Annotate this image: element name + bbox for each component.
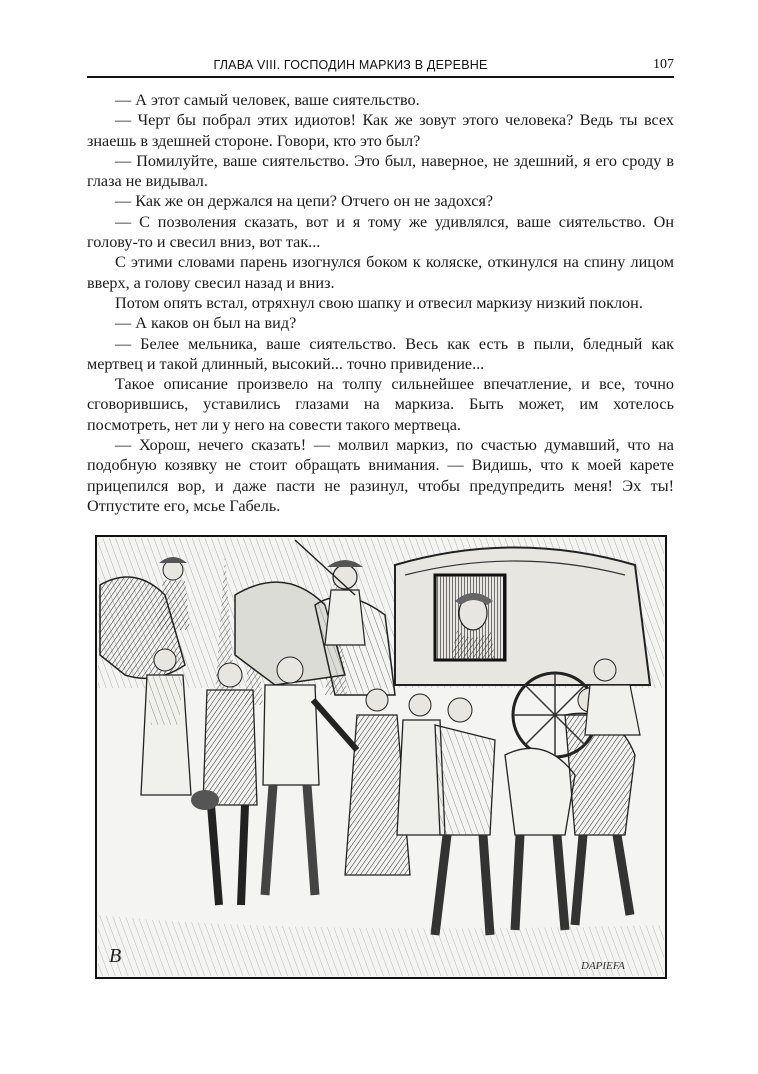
paragraph: — Как же он держался на цепи? Отчего он не задохся?: [115, 192, 494, 211]
body-text: [87, 90, 674, 516]
running-title: ГЛАВА VIII. ГОСПОДИН МАРКИЗ В ДЕРЕВНЕ: [213, 58, 488, 72]
paragraph: — Белее мельника, ваше сиятельство. Весь как есть в пыли, бледный как мертвец и такой длинный, высокий... точно привидение...: [87, 334, 674, 373]
hat-in-hand: [191, 790, 219, 810]
paragraph: — Хорош, нечего сказать! — молвил маркиз, по счастью думавший, что на подобную козявку не стоит обращать внимания. — Видишь, что к моей карете прицепился вор, и даже пасти не разинул, чтобы предупредить меня! Эх ты! Отпустите его, мсье Габель.: [87, 436, 674, 515]
engraving-illustration: [95, 535, 667, 979]
engraver-signature: DAPIEFA: [581, 960, 625, 972]
paragraph: — Черт бы побрал этих идиотов! Как же зовут этого человека? Ведь ты всех знаешь в здешней стороне. Говори, кто это был?: [87, 111, 674, 150]
svg-text:B: B: [109, 945, 122, 967]
paragraph: Потом опять встал, отряхнул свою шапку и отвесил маркизу низкий поклон.: [115, 293, 643, 312]
page-header: [87, 56, 674, 78]
paragraph: — С позволения сказать, вот и я тому же удивлялся, ваше сиятельство. Он голову-то и свесил вниз, вот так...: [87, 212, 674, 252]
paragraph: — Помилуйте, ваше сиятельство. Это был, наверное, не здешний, я его сроду в глаза не видывал.: [87, 151, 674, 191]
paragraph: Такое описание произвело на толпу сильнейшее впечатление, и все, точно сговорившись, уставились глазами на маркиза. Быть может, им хотелось посмотреть, нет ли у него на совести такого мертвеца.: [87, 375, 674, 434]
artist-monogram: [109, 945, 121, 967]
paragraph: — А этот самый человек, ваше сиятельство.: [115, 91, 420, 109]
paragraph: — А каков он был на вид?: [115, 314, 297, 333]
paragraph: С этими словами парень изогнулся боком к коляске, откинулся на спину лицом вверх, а голову свесил назад и вниз.: [87, 253, 674, 292]
page-number: 107: [653, 57, 674, 72]
